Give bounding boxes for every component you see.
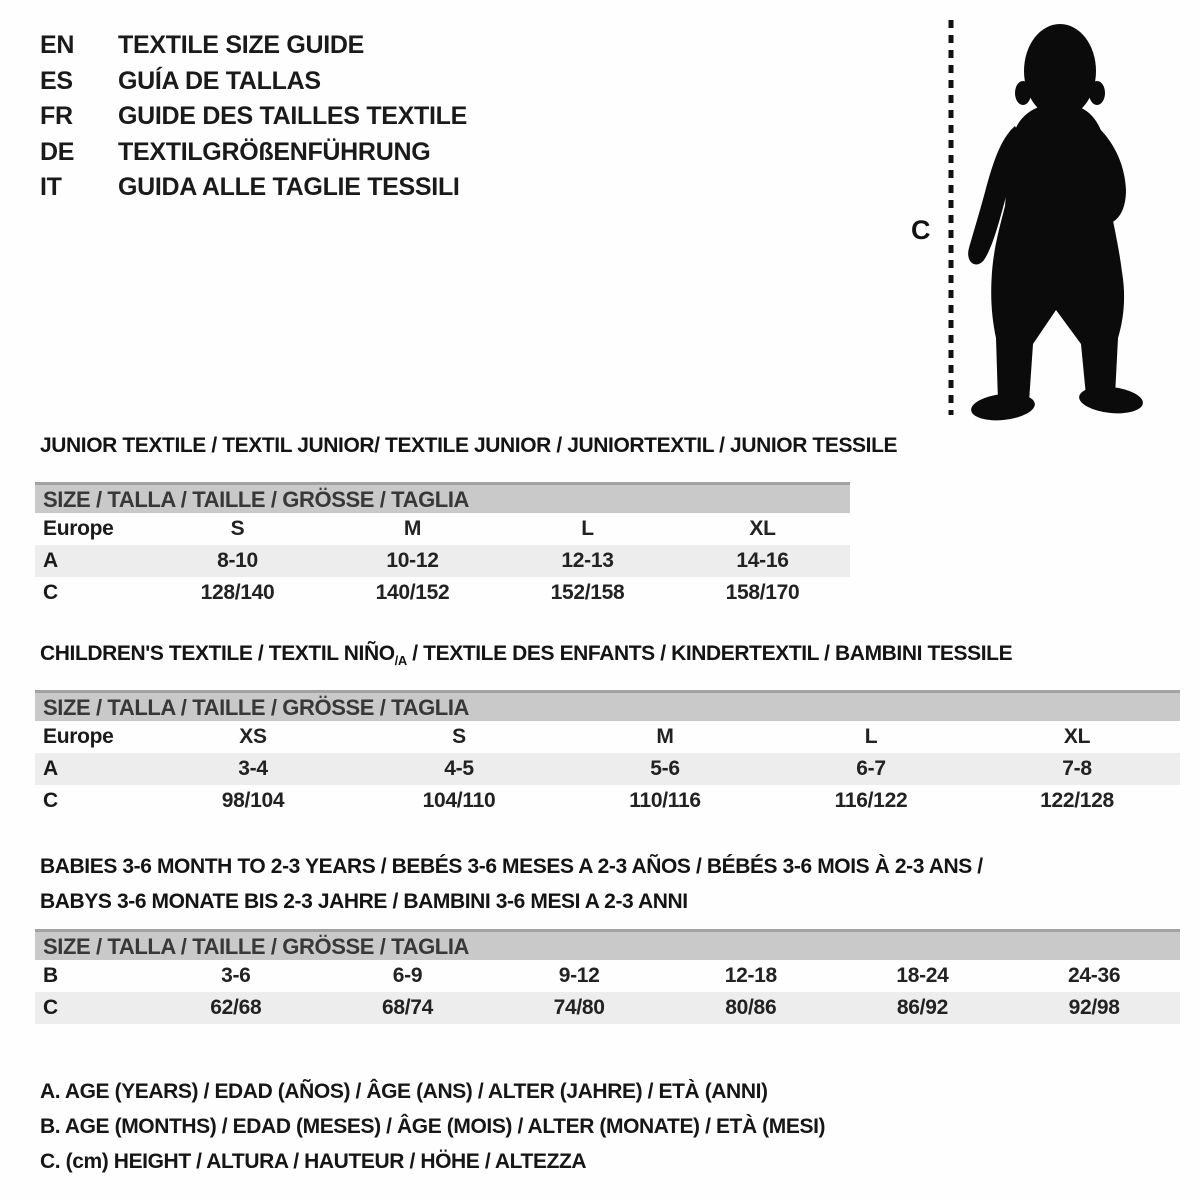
children-title-part: / TEXTILE DES ENFANTS / KINDERTEXTIL / BAMBINI TESSILE <box>406 642 1013 665</box>
children-size-table <box>35 690 1180 817</box>
language-row <box>40 135 467 171</box>
age-cell: 12-13 <box>500 545 675 577</box>
age-cell: 7-8 <box>974 753 1180 785</box>
language-code: DE <box>40 137 75 166</box>
row-label: Europe <box>43 517 114 540</box>
babies-section-title <box>40 850 983 919</box>
children-table <box>35 721 1180 817</box>
height-cell: 128/140 <box>200 581 275 604</box>
language-code: ES <box>40 66 73 95</box>
size-header-bar: SIZE / TALLA / TAILLE / GRÖSSE / TAGLIA <box>35 482 850 513</box>
age-cell: 18-24 <box>896 964 949 987</box>
table-row <box>35 785 1180 817</box>
guide-title: TEXTILE SIZE GUIDE <box>118 31 365 60</box>
child-height-figure <box>905 10 1155 425</box>
guide-title: GUÍA DE TALLAS <box>118 66 321 95</box>
guide-title: GUIDE DES TAILLES TEXTILE <box>118 102 468 131</box>
height-cell: 158/170 <box>725 581 800 604</box>
babies-title-line1: BABIES 3-6 MONTH TO 2-3 YEARS / BEBÉS 3-6 MESES A 2-3 AÑOS / BÉBÉS 3-6 MOIS À 2-3 ANS / <box>40 855 983 878</box>
row-label: C <box>35 992 150 1024</box>
age-cell: 5-6 <box>562 753 768 785</box>
age-cell: 6-7 <box>768 753 974 785</box>
guide-title: TEXTILGRÖßENFÜHRUNG <box>118 137 431 166</box>
row-label: A <box>35 545 150 577</box>
language-row <box>40 170 467 206</box>
table-row <box>35 513 850 545</box>
height-cell: 92/98 <box>1008 992 1180 1024</box>
height-cell: 122/128 <box>1040 789 1114 812</box>
age-cell: 9-12 <box>558 964 600 987</box>
junior-section-title: JUNIOR TEXTILE / TEXTIL JUNIOR/ TEXTILE JUNIOR / JUNIORTEXTIL / JUNIOR TESSILE <box>40 434 898 457</box>
age-cell: 12-18 <box>724 964 777 987</box>
height-cell: 110/116 <box>629 789 701 812</box>
height-measure-label: C <box>911 215 931 245</box>
table-row <box>35 992 1180 1024</box>
size-cell: XS <box>239 725 267 748</box>
height-cell: 104/110 <box>422 789 496 812</box>
height-cell: 68/74 <box>322 992 494 1024</box>
language-row <box>40 64 467 100</box>
babies-size-table <box>35 929 1180 1024</box>
legend-height-cm: C. (cm) HEIGHT / ALTURA / HAUTEUR / HÖHE / ALTEZZA <box>40 1150 587 1173</box>
age-cell: 24-36 <box>1068 964 1121 987</box>
age-cell: 8-10 <box>150 545 325 577</box>
language-code: EN <box>40 31 75 60</box>
row-label: A <box>35 753 150 785</box>
height-figure-graphic <box>905 10 1155 425</box>
table-row <box>35 577 850 609</box>
language-code: FR <box>40 102 73 131</box>
size-cell: L <box>864 725 878 748</box>
size-cell: M <box>403 517 422 540</box>
table-row <box>35 721 1180 753</box>
language-row <box>40 28 467 64</box>
children-title-sub: /A <box>394 653 407 669</box>
size-cell: S <box>452 725 466 748</box>
size-header-bar: SIZE / TALLA / TAILLE / GRÖSSE / TAGLIA <box>35 929 1180 960</box>
size-header-bar: SIZE / TALLA / TAILLE / GRÖSSE / TAGLIA <box>35 690 1180 721</box>
height-cell: 74/80 <box>493 992 665 1024</box>
children-title-part: CHILDREN'S TEXTILE / TEXTIL NIÑO <box>40 642 395 665</box>
height-cell: 86/92 <box>837 992 1009 1024</box>
children-section-title <box>40 642 1012 668</box>
junior-table <box>35 513 850 609</box>
language-title-list <box>40 28 467 206</box>
table-row <box>35 753 1180 785</box>
language-row <box>40 99 467 135</box>
babies-title-line2: BABYS 3-6 MONATE BIS 2-3 JAHRE / BAMBINI 3-6 MESI A 2-3 ANNI <box>40 889 688 913</box>
size-cell: XL <box>1063 725 1091 748</box>
height-cell: 152/158 <box>550 581 625 604</box>
height-cell: 98/104 <box>221 789 285 812</box>
language-code: IT <box>40 173 62 202</box>
row-label: C <box>43 581 58 604</box>
junior-size-table <box>35 482 850 609</box>
table-row <box>35 960 1180 992</box>
size-cell: S <box>230 517 245 540</box>
size-cell: XL <box>749 517 776 540</box>
age-cell: 3-4 <box>150 753 356 785</box>
babies-table <box>35 960 1180 1024</box>
measurement-legend <box>40 1074 825 1179</box>
age-cell: 14-16 <box>675 545 850 577</box>
age-cell: 3-6 <box>221 964 251 987</box>
legend-age-years: A. AGE (YEARS) / EDAD (AÑOS) / ÂGE (ANS) / ALTER (JAHRE) / ETÀ (ANNI) <box>40 1080 768 1103</box>
legend-age-months: B. AGE (MONTHS) / EDAD (MESES) / ÂGE (MOIS) / ALTER (MONATE) / ETÀ (MESI) <box>40 1115 826 1138</box>
height-cell: 80/86 <box>665 992 837 1024</box>
row-label: C <box>43 789 58 812</box>
row-label: Europe <box>43 725 114 748</box>
toddler-silhouette <box>968 24 1144 423</box>
age-cell: 4-5 <box>356 753 562 785</box>
age-cell: 10-12 <box>325 545 500 577</box>
guide-title: GUIDA ALLE TAGLIE TESSILI <box>118 173 460 202</box>
table-row <box>35 545 850 577</box>
height-cell: 140/152 <box>375 581 450 604</box>
age-cell: 6-9 <box>392 964 423 987</box>
height-cell: 62/68 <box>150 992 322 1024</box>
size-cell: L <box>581 517 594 540</box>
size-cell: M <box>656 725 674 748</box>
row-label: B <box>43 964 58 987</box>
height-cell: 116/122 <box>834 789 908 812</box>
